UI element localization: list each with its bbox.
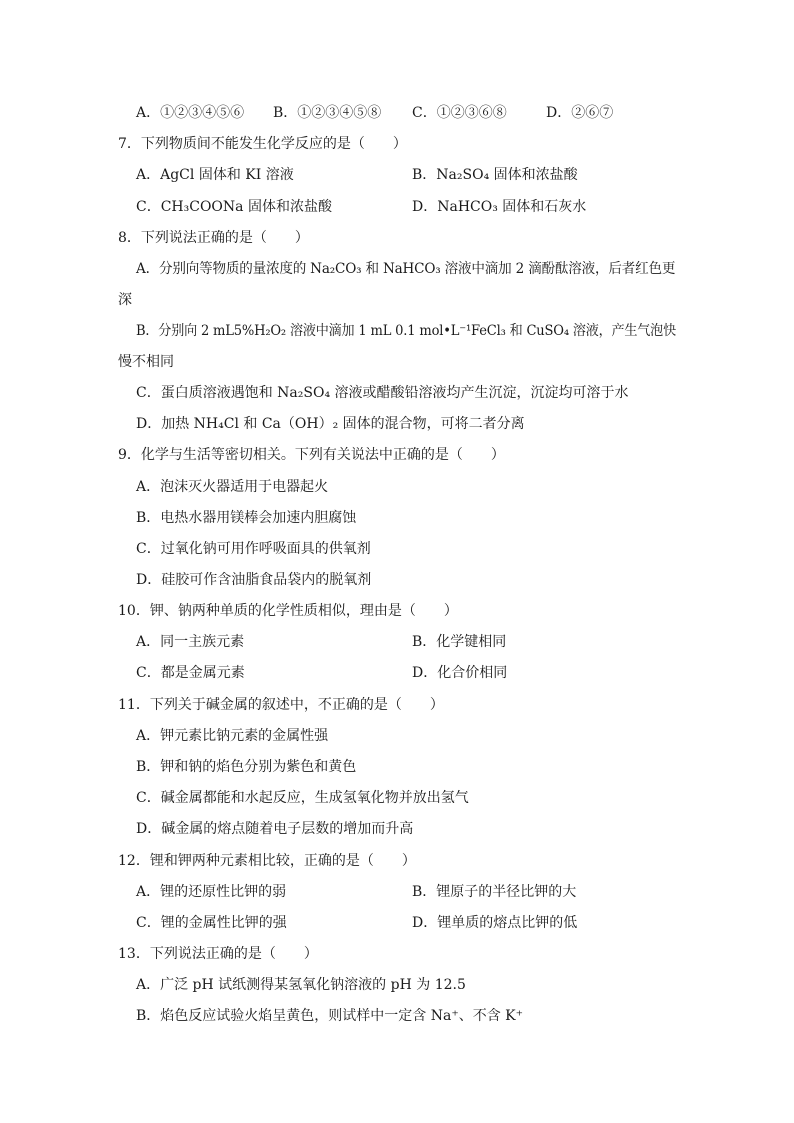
q10-stem: 10．钾、钠两种单质的化学性质相似，理由是（ ） (118, 603, 458, 619)
q8-option-b-cont: 慢不相同 (118, 354, 174, 370)
q9-option-c: C．过氧化钠可用作呼吸面具的供氧剂 (136, 541, 371, 557)
q9-option-a: A．泡沫灭火器适用于电器起火 (136, 479, 329, 495)
q10-option-d: D．化合价相同 (412, 665, 508, 681)
top-option-c: C．①②③⑥⑧ (412, 105, 507, 121)
q11-option-b: B．钾和钠的焰色分别为紫色和黄色 (136, 759, 357, 775)
top-option-a: A．①②③④⑤⑥ (136, 105, 245, 121)
q12-option-a: A．锂的还原性比钾的弱 (136, 884, 287, 900)
q7-option-d: D．NaHCO₃ 固体和石灰水 (412, 199, 587, 215)
q10-option-a: A．同一主族元素 (136, 634, 245, 650)
q7-option-a: A．AgCl 固体和 KI 溶液 (136, 167, 294, 183)
q13-option-b: B．焰色反应试验火焰呈黄色，则试样中一定含 Na⁺、不含 K⁺ (136, 1008, 524, 1024)
q11-stem: 11．下列关于碱金属的叙述中，不正确的是（ ） (118, 697, 444, 713)
q10-option-b: B．化学键相同 (412, 634, 507, 650)
q7-option-b: B．Na₂SO₄ 固体和浓盐酸 (412, 167, 578, 183)
q7-stem: 7．下列物质间不能发生化学反应的是（ ） (118, 136, 407, 152)
q8-option-a-cont: 深 (118, 292, 132, 308)
q8-option-b: B．分别向 2 mL5%H₂O₂ 溶液中滴加 1 mL 0.1 mol•L⁻¹FeCl₃ 和 CuSO₄ 溶液，产生气泡快 (136, 323, 676, 339)
q12-stem: 12．锂和钾两种元素相比较，正确的是（ ） (118, 853, 416, 869)
q10-option-c: C．都是金属元素 (136, 665, 245, 681)
q12-option-c: C．锂的金属性比钾的强 (136, 915, 287, 931)
q7-option-c: C．CH₃COONa 固体和浓盐酸 (136, 199, 332, 215)
q8-option-d: D．加热 NH₄Cl 和 Ca（OH）₂ 固体的混合物，可将二者分离 (136, 416, 525, 432)
top-option-b: B．①②③④⑤⑧ (273, 105, 382, 121)
q12-option-b: B．锂原子的半径比钾的大 (412, 884, 577, 900)
top-option-d: D．②⑥⑦ (546, 105, 614, 121)
q13-option-a: A．广泛 pH 试纸测得某氢氧化钠溶液的 pH 为 12.5 (136, 977, 466, 993)
q8-option-c: C．蛋白质溶液遇饱和 Na₂SO₄ 溶液或醋酸铅溶液均产生沉淀，沉淀均可溶于水 (136, 385, 629, 401)
q9-option-b: B．电热水器用镁棒会加速内胆腐蚀 (136, 510, 357, 526)
q9-option-d: D．硅胶可作含油脂食品袋内的脱氧剂 (136, 572, 372, 588)
q11-option-a: A．钾元素比钠元素的金属性强 (136, 728, 329, 744)
q13-stem: 13．下列说法正确的是（ ） (118, 946, 318, 962)
q8-stem: 8．下列说法正确的是（ ） (118, 230, 309, 246)
q9-stem: 9．化学与生活等密切相关。下列有关说法中正确的是（ ） (118, 447, 505, 463)
q11-option-c: C．碱金属都能和水起反应，生成氢氧化物并放出氢气 (136, 790, 469, 806)
q11-option-d: D．碱金属的熔点随着电子层数的增加而升高 (136, 821, 414, 837)
q8-option-a: A．分别向等物质的量浓度的 Na₂CO₃ 和 NaHCO₃ 溶液中滴加 2 滴酚酞溶液，后者红色更 (136, 261, 676, 277)
q12-option-d: D．锂单质的熔点比钾的低 (412, 915, 578, 931)
